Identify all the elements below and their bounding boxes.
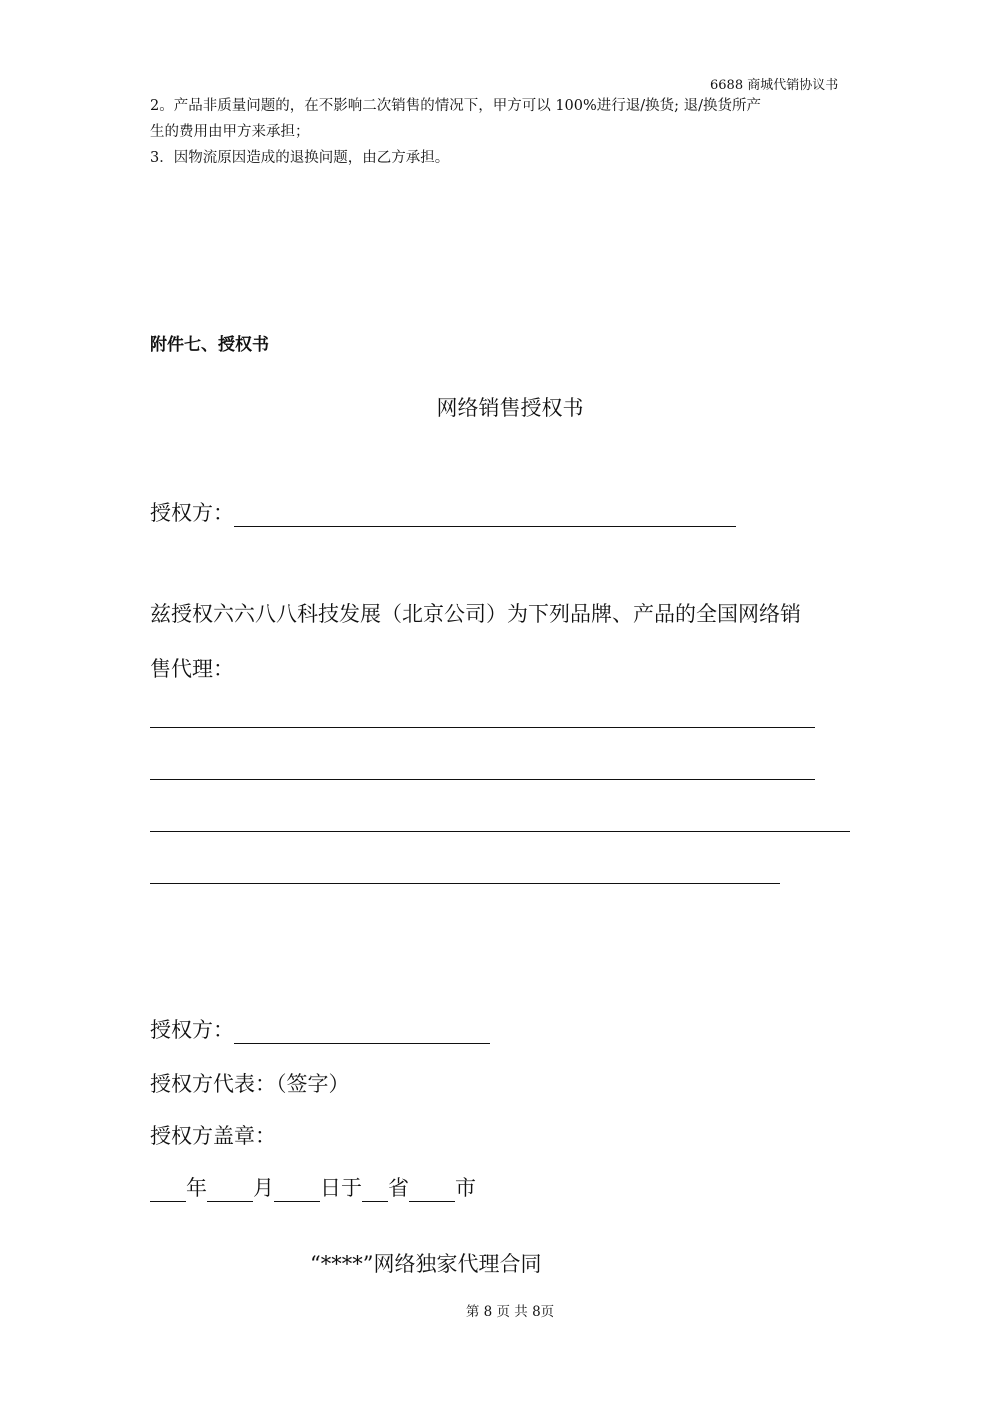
document-title: 网络销售授权书 [436,396,584,420]
clause-2-line-2: 生的费用由甲方来承担； [150,124,310,140]
clause-2-line-1: 2。产品非质量问题的，在不影响二次销售的情况下，甲方可以 100%进行退/换货; 退/换货所产 [150,98,762,114]
signature-grantor-label: 授权方： [150,1018,234,1042]
authorization-body-line-1: 兹授权六六八八科技发展（北京公司）为下列品牌、产品的全国网络销 [150,602,801,626]
grantor-field [150,497,736,527]
grantor-label: 授权方： [150,501,234,525]
year-blank [150,1200,186,1202]
month-blank [207,1200,253,1202]
province-label: 省 [388,1176,409,1200]
product-blank-line-1 [150,727,815,728]
product-blank-line-2 [150,779,815,780]
signature-grantor-blank-line [234,1042,490,1044]
day-blank [274,1200,320,1202]
grantor-blank-line [234,525,736,527]
city-blank [409,1200,455,1202]
clause-3: 3．因物流原因造成的退换问题，由乙方承担。 [150,150,450,166]
date-place-line [150,1172,476,1202]
product-blank-line-4 [150,883,780,884]
section-title: 附件七、授权书 [150,335,269,355]
page-number: 第 8 页 共 8页 [465,1304,555,1320]
running-header: 6688 商城代销协议书 [710,78,839,93]
month-label: 月 [253,1176,274,1200]
city-label: 市 [455,1176,476,1200]
authorization-body-line-2: 售代理： [150,657,234,681]
signature-grantor-field [150,1014,490,1044]
province-blank [362,1200,388,1202]
day-at-label: 日于 [320,1176,362,1200]
seal-label: 授权方盖章： [150,1124,276,1148]
year-label: 年 [186,1176,207,1200]
representative-label: 授权方代表：（签字） [150,1072,350,1096]
product-blank-line-3 [150,831,850,832]
contract-name: “****”网络独家代理合同 [310,1252,542,1276]
